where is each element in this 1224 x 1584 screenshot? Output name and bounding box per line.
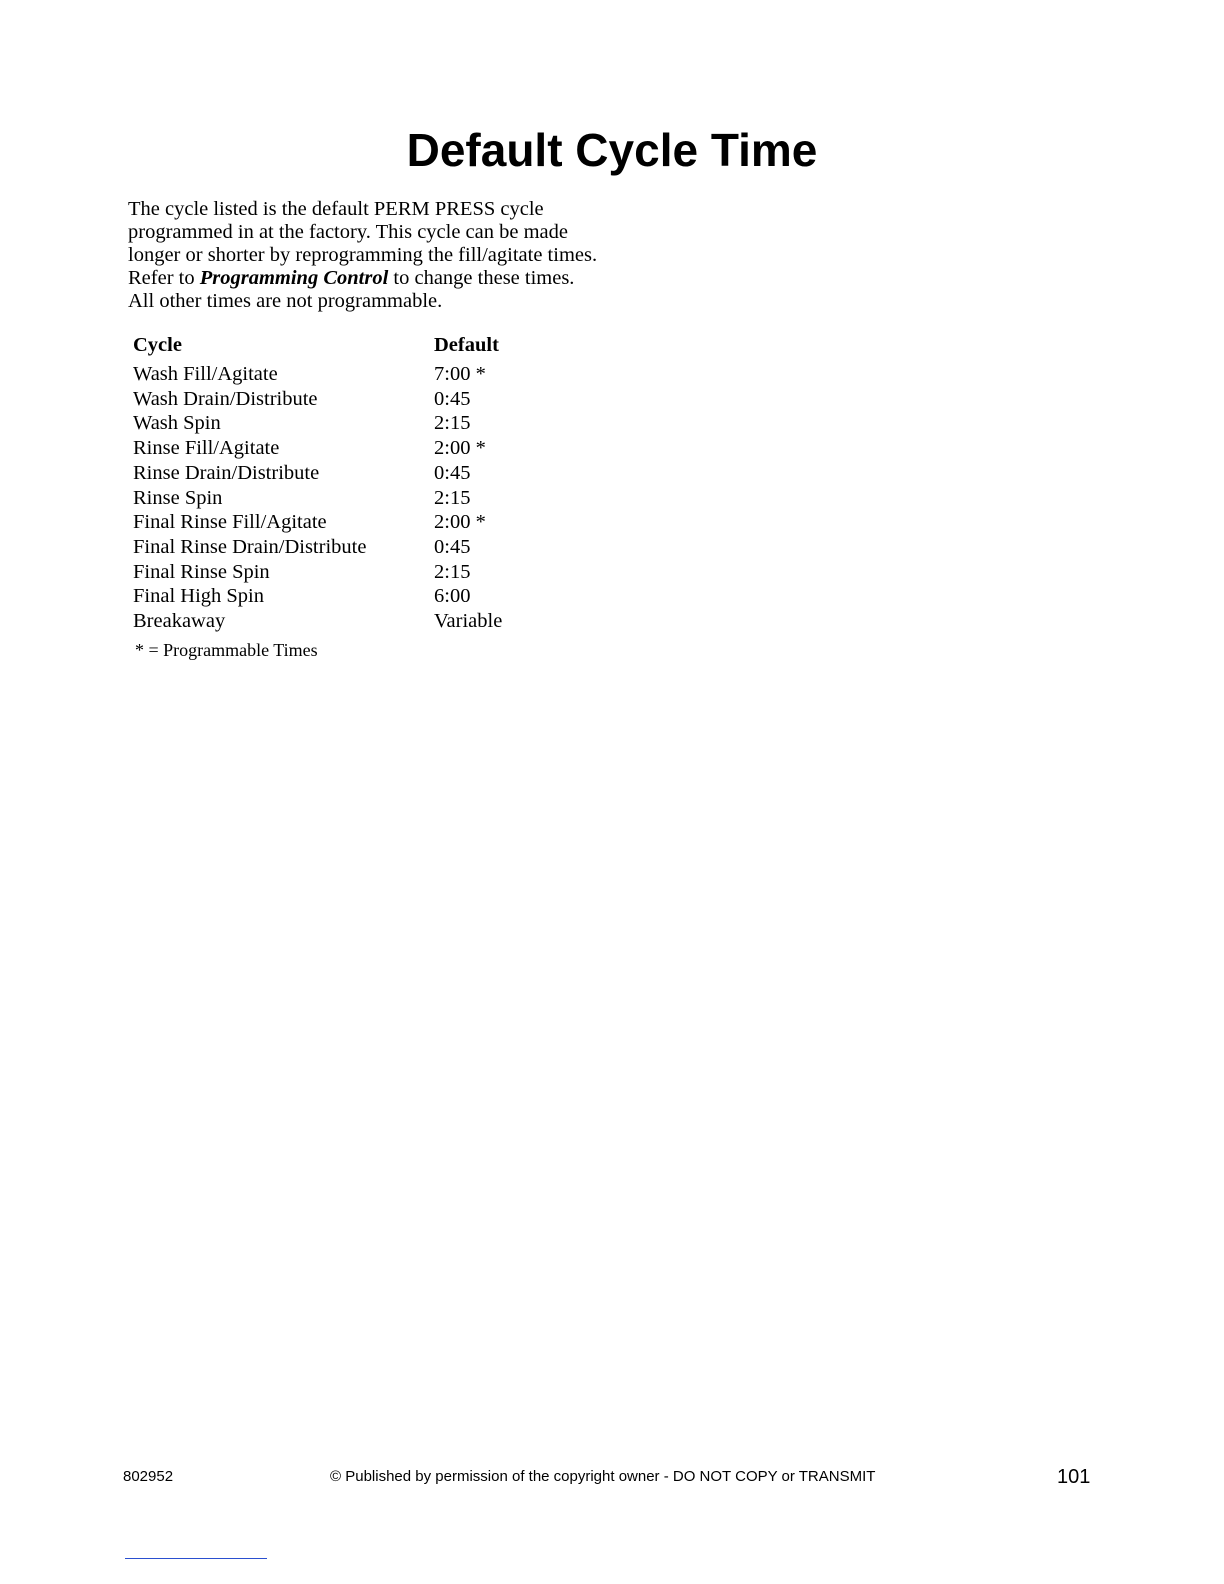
cycle-name-cell: Wash Fill/Agitate bbox=[133, 363, 278, 385]
default-time-cell: 2:00 * bbox=[434, 437, 486, 460]
copyright-notice: © Published by permission of the copyright owner - DO NOT COPY or TRANSMIT bbox=[330, 1468, 876, 1485]
column-header-cycle: Cycle bbox=[133, 334, 182, 356]
default-time-cell: 2:15 bbox=[434, 560, 471, 583]
column-header-default: Default bbox=[434, 334, 499, 356]
cycle-name-cell: Wash Drain/Distribute bbox=[133, 387, 318, 410]
page-number: 101 bbox=[1057, 1466, 1091, 1488]
default-time-cell: Variable bbox=[434, 610, 503, 633]
default-time-cell: 2:00 * bbox=[434, 511, 486, 534]
cycle-name-cell: Breakaway bbox=[133, 610, 226, 633]
table-footnote: * = Programmable Times bbox=[135, 640, 318, 660]
cycle-name-cell: Final Rinse Spin bbox=[133, 560, 270, 583]
cycle-name-cell: Rinse Drain/Distribute bbox=[133, 461, 320, 484]
cycle-name-cell: Wash Spin bbox=[133, 412, 221, 435]
bottom-rule bbox=[125, 1558, 267, 1559]
programming-control-reference: Programming Control bbox=[199, 267, 389, 289]
intro-text-after: to change these times. All other times are not programmable. bbox=[128, 267, 575, 312]
table-row bbox=[133, 535, 502, 560]
default-time-cell: 0:45 bbox=[434, 461, 471, 484]
table-row bbox=[133, 387, 502, 412]
cycle-name-cell: Final Rinse Drain/Distribute bbox=[133, 535, 367, 558]
cycle-name-cell: Final High Spin bbox=[133, 585, 264, 608]
intro-paragraph bbox=[128, 198, 598, 313]
table-header-row bbox=[133, 333, 502, 362]
default-time-cell: 2:15 bbox=[434, 486, 471, 509]
table-row bbox=[133, 461, 502, 486]
page-title: Default Cycle Time bbox=[406, 124, 818, 176]
default-time-cell: 7:00 * bbox=[434, 363, 486, 385]
default-time-cell: 0:45 bbox=[434, 387, 471, 410]
cycle-name-cell: Rinse Spin bbox=[133, 486, 223, 509]
default-time-cell: 0:45 bbox=[434, 535, 471, 558]
cycle-name-cell: Final Rinse Fill/Agitate bbox=[133, 511, 327, 534]
table-row bbox=[133, 411, 502, 436]
table-row bbox=[133, 486, 502, 511]
table-row bbox=[133, 362, 502, 387]
default-time-cell: 6:00 bbox=[434, 585, 471, 608]
table-body bbox=[133, 362, 502, 634]
intro-text-before: The cycle listed is the default PERM PRESS cycle programmed in at the factory. This cycle can be made longer or shorter by reprogramming the fill/agitate times. Refer to bbox=[128, 198, 598, 289]
table-row bbox=[133, 609, 502, 634]
table-row bbox=[133, 584, 502, 609]
table-row bbox=[133, 436, 502, 461]
table-row bbox=[133, 560, 502, 585]
document-number: 802952 bbox=[123, 1468, 174, 1485]
cycle-time-table bbox=[133, 333, 502, 634]
cycle-name-cell: Rinse Fill/Agitate bbox=[133, 437, 280, 460]
default-time-cell: 2:15 bbox=[434, 412, 471, 435]
table-row bbox=[133, 510, 502, 535]
